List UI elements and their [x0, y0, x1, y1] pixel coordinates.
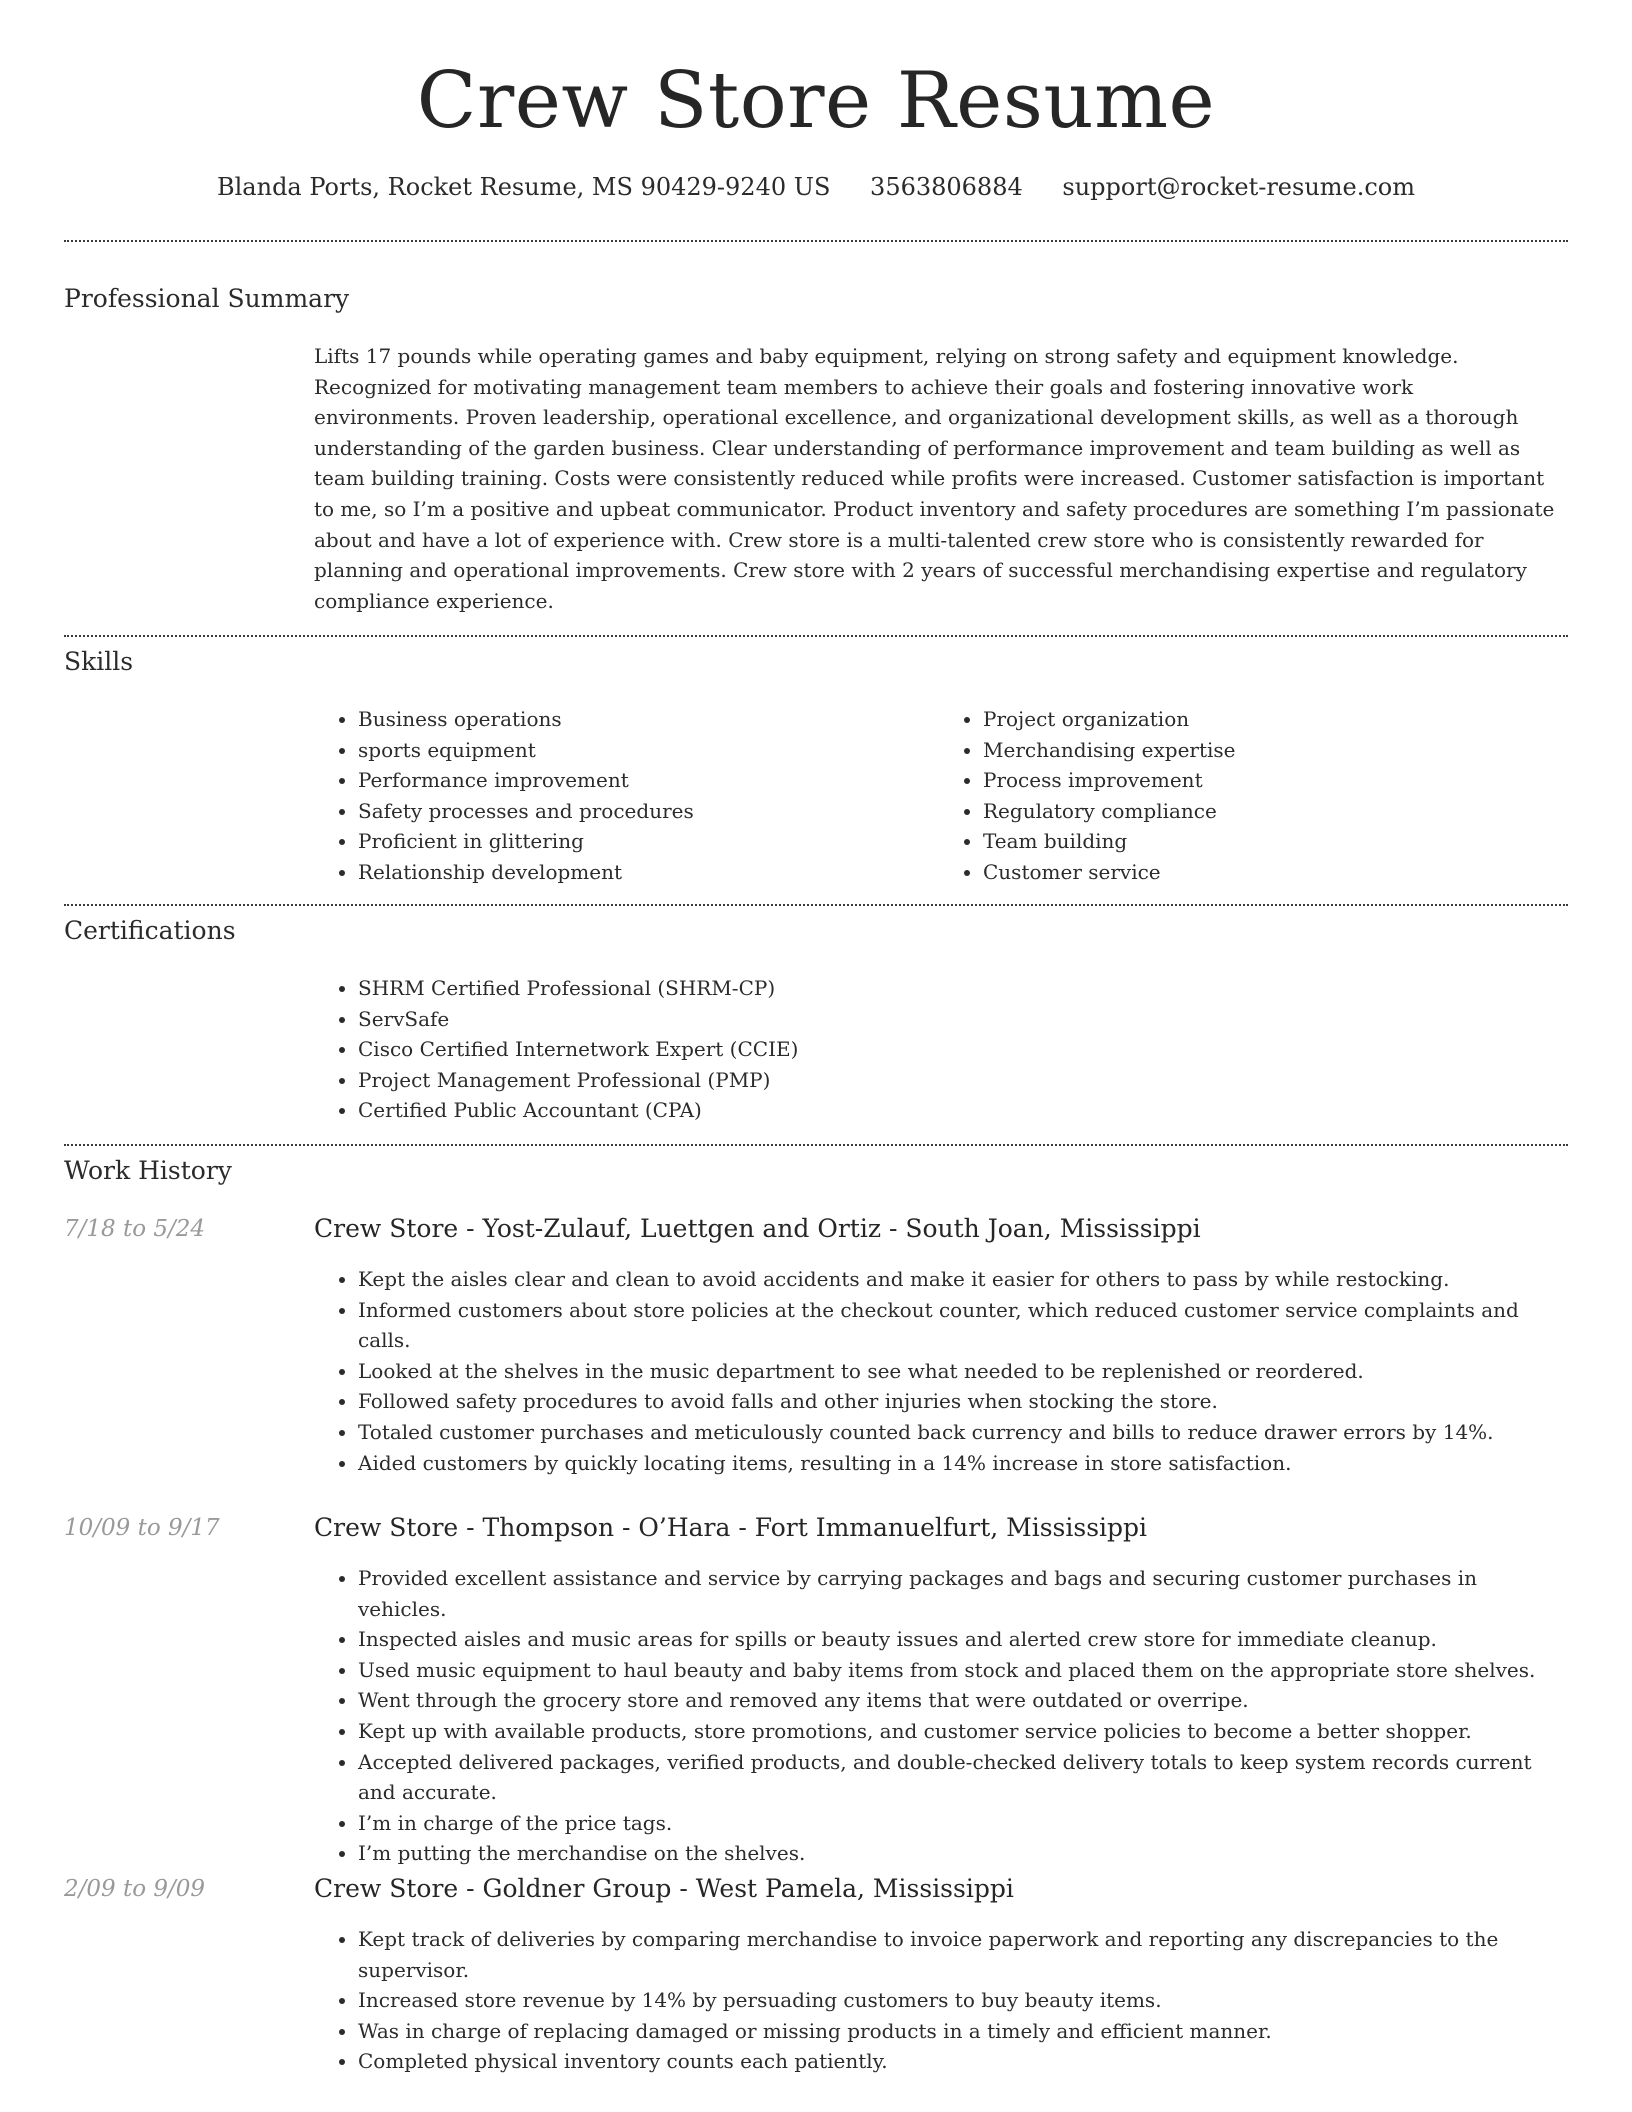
job-bullet: • Inspected aisles and music areas for spills or beauty issues and alerted crew store for immediate cleanup.: [358, 1624, 1564, 1655]
job-bullet: • Provided excellent assistance and service by carrying packages and bags and securing customer purchases in vehicles.: [358, 1563, 1564, 1624]
section-heading-work-history: Work History: [64, 1156, 232, 1185]
skill-item: • Proficient in glittering: [358, 826, 939, 857]
section-heading-summary: Professional Summary: [64, 284, 350, 313]
job-bullets: [314, 1924, 1564, 2077]
certification-item: • SHRM Certified Professional (SHRM-CP): [358, 973, 1564, 1004]
skill-item: • Project organization: [983, 704, 1564, 735]
job-title: Crew Store - Yost-Zulauf, Luettgen and Ortiz - South Joan, Mississippi: [314, 1214, 1201, 1243]
skills-column-right: [939, 704, 1564, 888]
certification-item: • Certified Public Accountant (CPA): [358, 1095, 1564, 1126]
contact-phone: 3563806884: [870, 173, 1023, 201]
job-bullet: • Looked at the shelves in the music department to see what needed to be replenished or reordered.: [358, 1356, 1564, 1387]
job-bullet: • Totaled customer purchases and meticulously counted back currency and bills to reduce drawer errors by 14%.: [358, 1417, 1564, 1448]
job-bullet-list: [314, 1924, 1564, 2077]
summary-text: Lifts 17 pounds while operating games and baby equipment, relying on strong safety and equipment knowledge. Recognized for motivating management team members to achieve their goals and fostering innovative work environments. Proven leadership, operational excellence, and organizational development skills, as well as a thorough understanding of the garden business. Clear understanding of performance improvement and team building as well as team building training. Costs were consistently reduced while profits were increased. Customer satisfaction is important to me, so I’m a positive and upbeat communicator. Product inventory and safety procedures are something I’m passionate about and have a lot of experience with. Crew store is a multi-talented crew store who is consistently rewarded for planning and operational improvements. Crew store with 2 years of successful merchandising expertise and regulatory compliance experience.: [314, 344, 1555, 613]
job-bullet-list: [314, 1563, 1564, 1869]
job-bullet: • Accepted delivered packages, verified products, and double-checked delivery totals to keep system records current and accurate.: [358, 1747, 1564, 1808]
job-bullet: • Kept the aisles clear and clean to avoid accidents and make it easier for others to pass by while restocking.: [358, 1264, 1564, 1295]
skill-item: • Safety processes and procedures: [358, 796, 939, 827]
divider: [64, 635, 1568, 637]
contact-address: Blanda Ports, Rocket Resume, MS 90429-9240 US: [216, 173, 831, 201]
job-bullet: • I’m in charge of the price tags.: [358, 1808, 1564, 1839]
certifications-bullets: [314, 973, 1564, 1126]
skill-item: • Business operations: [358, 704, 939, 735]
job-title: Crew Store - Thompson - O’Hara - Fort Immanuelfurt, Mississippi: [314, 1513, 1148, 1542]
job-date: 10/09 to 9/17: [64, 1515, 220, 1541]
job-bullets: [314, 1563, 1564, 1869]
summary-block: [314, 341, 1564, 616]
resume-title: Crew Store Resume: [416, 56, 1216, 146]
section-heading-skills: Skills: [64, 647, 134, 676]
skill-item: • sports equipment: [358, 735, 939, 766]
skill-item: • Team building: [983, 826, 1564, 857]
job-date: 2/09 to 9/09: [64, 1876, 206, 1902]
job-title: Crew Store - Goldner Group - West Pamela, Mississippi: [314, 1874, 1014, 1903]
job-bullet: • Used music equipment to haul beauty and baby items from stock and placed them on the appropriate store shelves.: [358, 1655, 1564, 1686]
skill-item: • Process improvement: [983, 765, 1564, 796]
job-bullet: • I’m putting the merchandise on the shelves.: [358, 1838, 1564, 1869]
skill-item: • Regulatory compliance: [983, 796, 1564, 827]
job-bullet-list: [314, 1264, 1564, 1478]
certifications-list: [314, 973, 1564, 1126]
job-bullet: • Kept track of deliveries by comparing merchandise to invoice paperwork and reporting any discrepancies to the supervisor.: [358, 1924, 1564, 1985]
skills-column-left: [314, 704, 939, 888]
certification-item: • ServSafe: [358, 1004, 1564, 1035]
skills-list: [314, 704, 1564, 888]
job-bullet: • Followed safety procedures to avoid falls and other injuries when stocking the store.: [358, 1386, 1564, 1417]
certification-item: • Project Management Professional (PMP): [358, 1065, 1564, 1096]
skill-item: • Customer service: [983, 857, 1564, 888]
job-bullet: • Kept up with available products, store promotions, and customer service policies to become a better shopper.: [358, 1716, 1564, 1747]
divider: [64, 240, 1568, 242]
skill-item: • Relationship development: [358, 857, 939, 888]
job-bullet: • Increased store revenue by 14% by persuading customers to buy beauty items.: [358, 1985, 1564, 2016]
skill-item: • Performance improvement: [358, 765, 939, 796]
contact-email: support@rocket-resume.com: [1062, 173, 1416, 201]
job-bullets: [314, 1264, 1564, 1478]
job-bullet: • Aided customers by quickly locating items, resulting in a 14% increase in store satisfaction.: [358, 1448, 1564, 1479]
job-bullet: • Informed customers about store policies at the checkout counter, which reduced customer service complaints and calls.: [358, 1295, 1564, 1356]
contact-line: [64, 173, 1568, 201]
job-bullet: • Was in charge of replacing damaged or missing products in a timely and efficient manner.: [358, 2016, 1564, 2047]
section-heading-certifications: Certifications: [64, 916, 236, 945]
divider: [64, 1144, 1568, 1146]
job-bullet: • Went through the grocery store and removed any items that were outdated or overripe.: [358, 1685, 1564, 1716]
divider: [64, 904, 1568, 906]
job-bullet: • Completed physical inventory counts each patiently.: [358, 2046, 1564, 2077]
skill-item: • Merchandising expertise: [983, 735, 1564, 766]
job-date: 7/18 to 5/24: [64, 1216, 206, 1242]
certification-item: • Cisco Certified Internetwork Expert (CCIE): [358, 1034, 1564, 1065]
